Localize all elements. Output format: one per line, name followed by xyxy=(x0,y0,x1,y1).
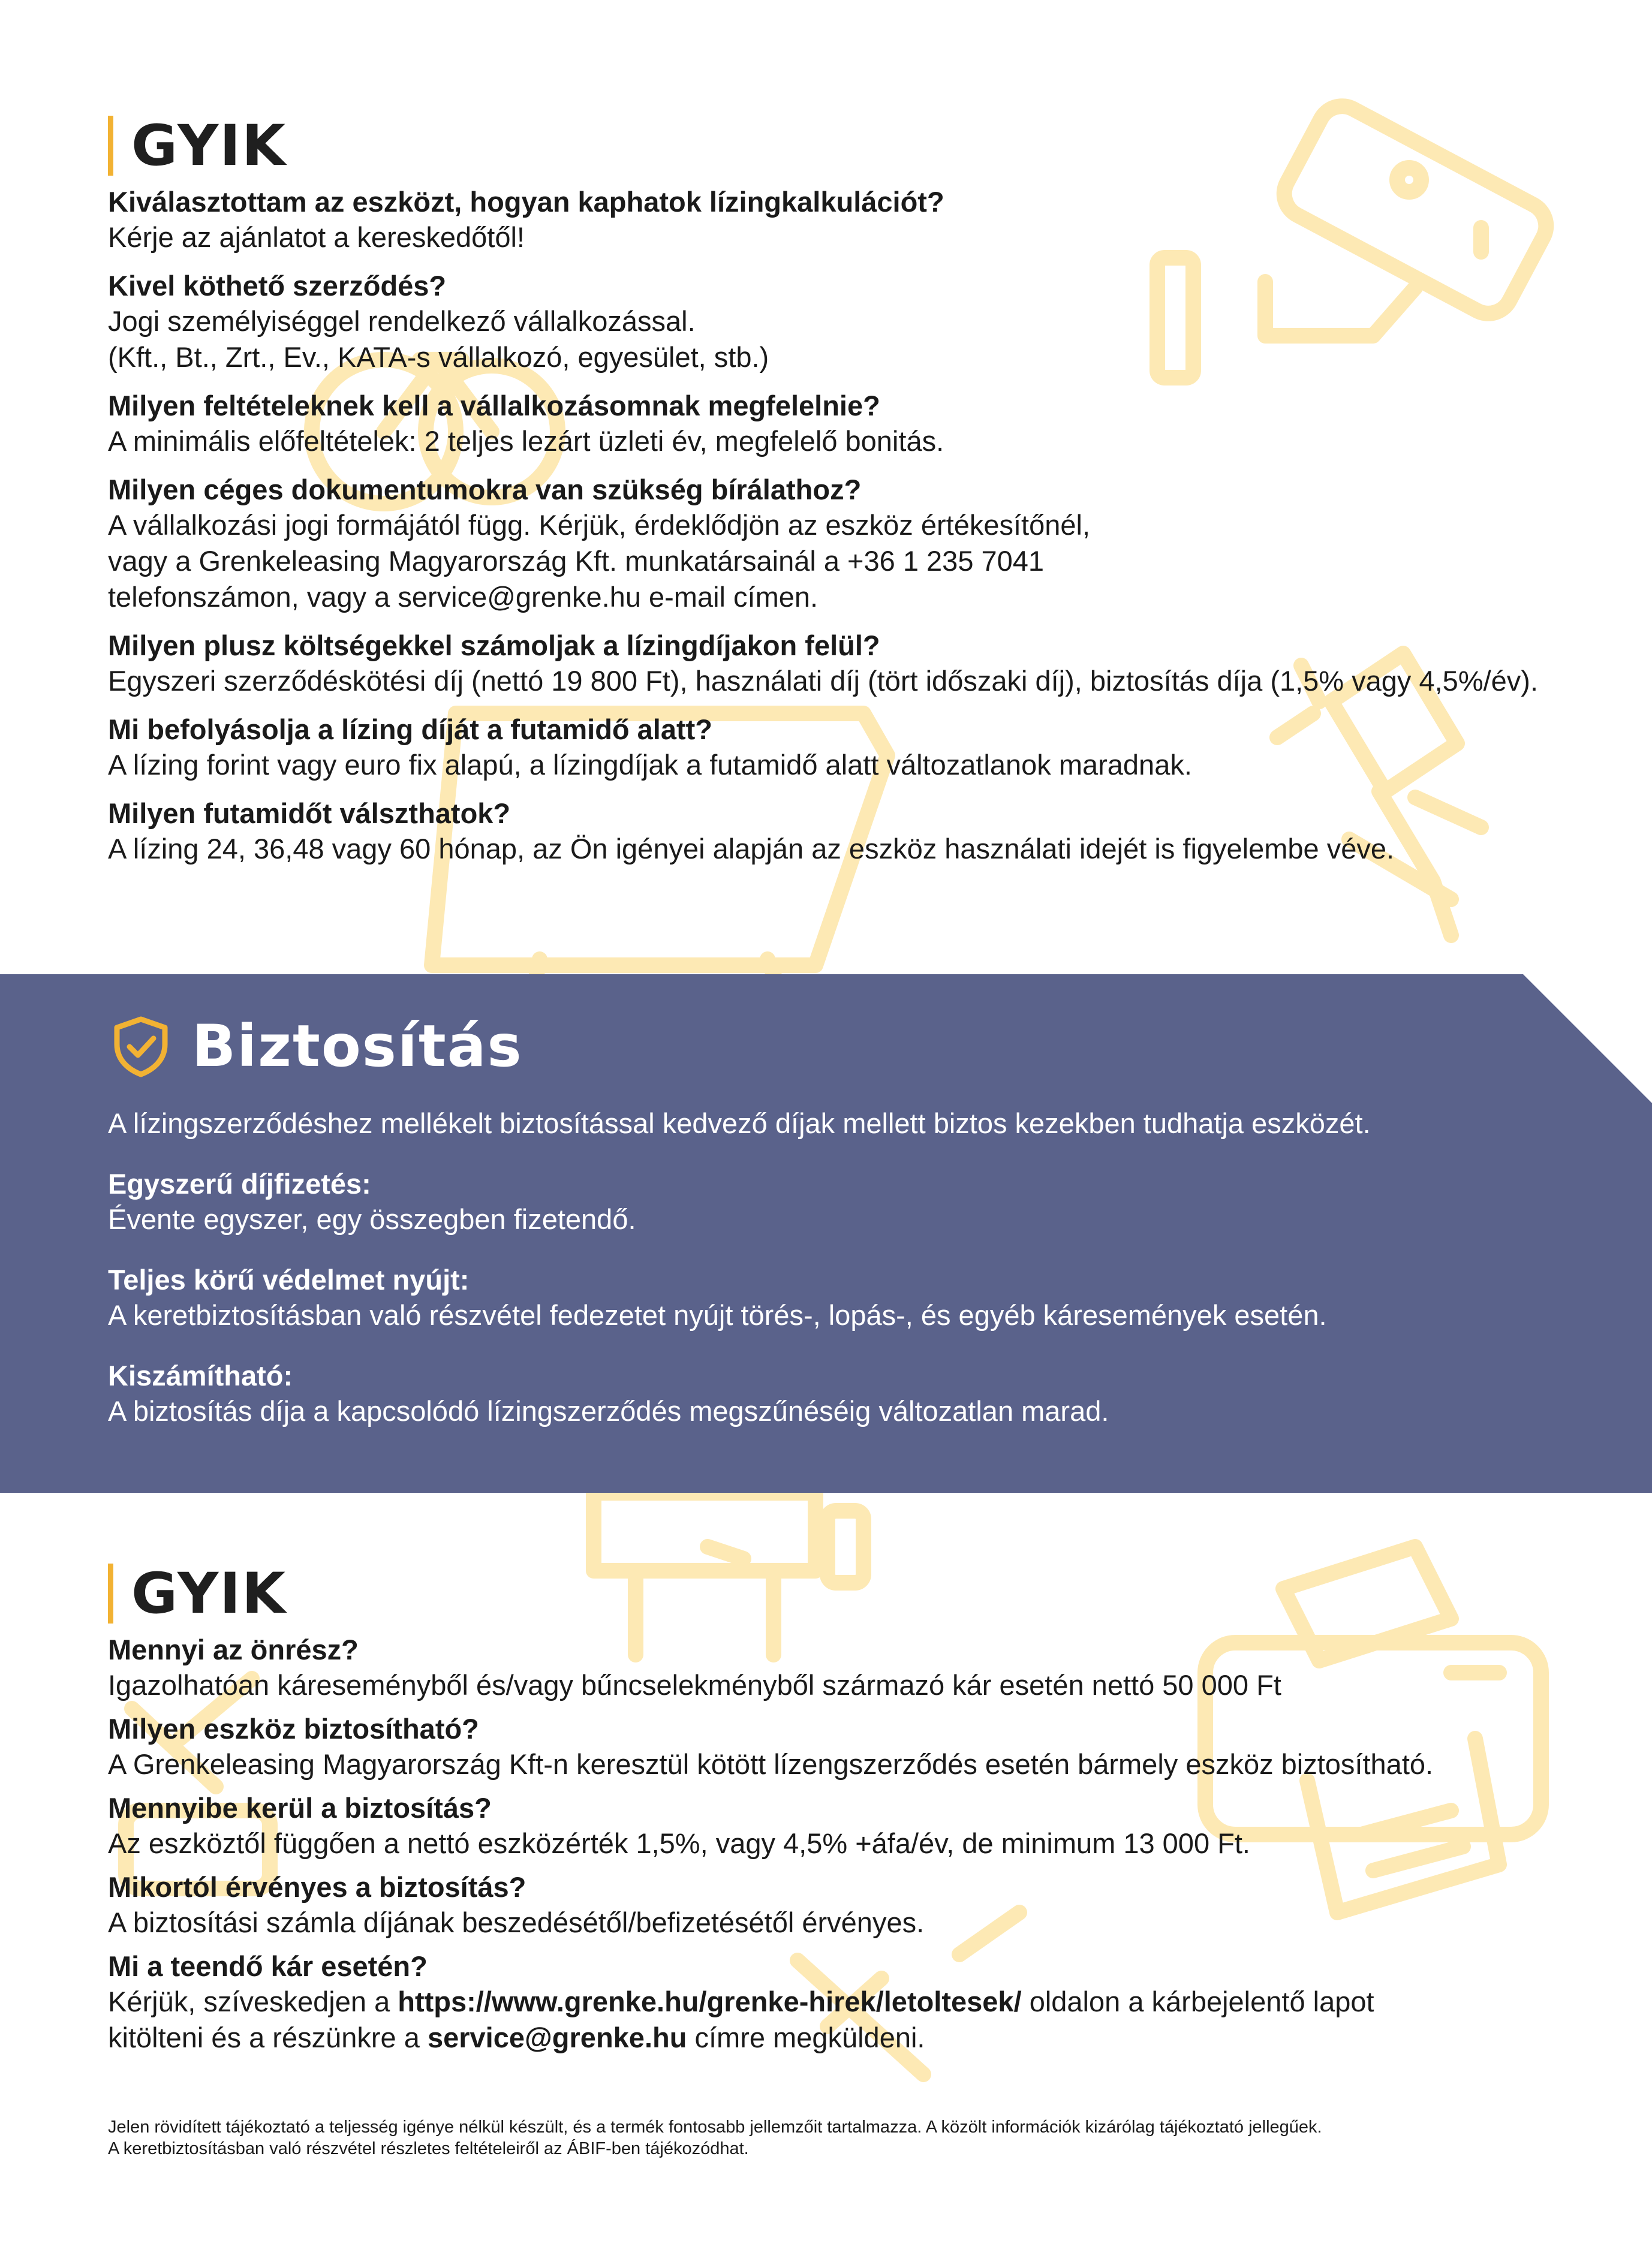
faq-answer: Jogi személyiséggel rendelkező vállalkozással. xyxy=(108,305,696,337)
benefit-item xyxy=(108,1263,1371,1333)
faq-question: Kivel köthető szerződés? xyxy=(108,270,447,302)
biztositas-section xyxy=(108,1013,1371,1429)
faq-item xyxy=(108,269,1538,375)
faq-answer xyxy=(108,1984,1433,2020)
faq-answer: telefonszámon, vagy a service@grenke.hu e-mail címen. xyxy=(108,581,819,613)
faq-answer: Az eszköztől függően a nettó eszközérték 1,5%, vagy 4,5% +áfa/év, de minimum 13 000 Ft. xyxy=(108,1827,1250,1859)
faq-question: Mennyibe kerül a biztosítás? xyxy=(108,1792,492,1824)
biztositas-heading xyxy=(108,1013,1371,1079)
faq-item xyxy=(108,628,1538,699)
faq-question: Mi a teendő kár esetén? xyxy=(108,1950,428,1982)
gyik-title-1: GYIK xyxy=(131,113,287,179)
answer-text: Kérjük, szíveskedjen a xyxy=(108,1986,398,2017)
faq-answer: A Grenkeleasing Magyarország Kft-n keresztül kötött lízengszerződés esetén bármely eszköz biztosítható. xyxy=(108,1748,1434,1780)
biztositas-title: Biztosítás xyxy=(192,1013,523,1080)
faq-answer: A lízing 24, 36,48 vagy 60 hónap, az Ön igényei alapján az eszköz használati idejét is figyelembe véve. xyxy=(108,833,1395,865)
answer-text: oldalon a kárbejelentő lapot xyxy=(1021,1986,1374,2017)
benefit-title: Kiszámítható: xyxy=(108,1360,293,1391)
benefit-title: Teljes körű védelmet nyújt: xyxy=(108,1264,470,1296)
faq-answer: vagy a Grenkeleasing Magyarország Kft. munkatársainál a +36 1 235 7041 xyxy=(108,545,1045,577)
faq-answer: A biztosítási számla díjának beszedésétől/befizetésétől érvényes. xyxy=(108,1906,925,1938)
answer-text: címre megküldeni. xyxy=(687,2022,925,2053)
biztositas-intro: A lízingszerződéshez mellékelt biztosítással kedvező díjak mellett biztos kezekben tudhatja eszközét. xyxy=(108,1107,1371,1139)
faq-answer: A minimális előfeltételek: 2 teljes lezárt üzleti év, megfelelő bonitás. xyxy=(108,425,944,457)
footer-disclaimer xyxy=(108,2116,1322,2159)
faq-answer: A vállalkozási jogi formájától függ. Kérjük, érdeklődjön az eszköz értékesítőnél, xyxy=(108,509,1091,541)
faq-question: Milyen feltételeknek kell a vállalkozásomnak megfelelnie? xyxy=(108,390,880,421)
faq-answer: A lízing forint vagy euro fix alapú, a lízingdíjak a futamidő alatt változatlanok maradnak. xyxy=(108,749,1192,781)
faq-item xyxy=(108,1949,1433,2056)
faq-item xyxy=(108,388,1538,459)
faq-item xyxy=(108,472,1538,615)
heading-accent-bar xyxy=(108,116,113,176)
faq-answer: Kérje az ajánlatot a kereskedőtől! xyxy=(108,221,525,253)
faq-question: Milyen futamidőt válszthatok? xyxy=(108,797,511,829)
faq-item xyxy=(108,1633,1433,1703)
faq-question: Mikortól érvényes a biztosítás? xyxy=(108,1871,526,1903)
gyik-heading-1 xyxy=(108,113,1538,179)
faq-question: Milyen céges dokumentumokra van szükség bírálathoz? xyxy=(108,474,862,505)
faq-answer: Igazolhatóan káreseményből és/vagy bűncselekményből származó kár esetén nettó 50 000 Ft xyxy=(108,1669,1281,1701)
faq-answer: Egyszeri szerződéskötési díj (nettó 19 800 Ft), használati díj (tört időszaki díj), biztosítás díja (1,5% vagy 4,5%/év). xyxy=(108,665,1539,697)
benefit-title: Egyszerű díjfizetés: xyxy=(108,1168,371,1200)
answer-text: kitölteni és a részünkre a xyxy=(108,2022,428,2053)
faq-item xyxy=(108,1870,1433,1941)
benefit-item xyxy=(108,1167,1371,1237)
service-email-link[interactable]: service@grenke.hu xyxy=(427,2022,687,2053)
benefit-text: A biztosítás díja a kapcsolódó lízingszerződés megszűnéséig változatlan marad. xyxy=(108,1395,1109,1427)
faq-question: Milyen eszköz biztosítható? xyxy=(108,1713,479,1745)
faq-item xyxy=(108,712,1538,783)
faq-item xyxy=(108,1712,1433,1782)
gyik-section-2 xyxy=(108,1561,1433,2056)
benefit-text: Évente egyszer, egy összegben fizetendő. xyxy=(108,1203,636,1235)
shield-check-icon xyxy=(108,1013,174,1079)
heading-accent-bar xyxy=(108,1564,113,1624)
faq-question: Kiválasztottam az eszközt, hogyan kaphatok lízingkalkulációt? xyxy=(108,186,944,218)
faq-question: Milyen plusz költségekkel számoljak a lízingdíjakon felül? xyxy=(108,630,880,661)
footer-line: Jelen rövidített tájékoztató a teljesség igénye nélkül készült, és a termék fontosabb jellemzőit tartalmazza. A közölt információk kizárólag tájékoztató jellegűek. xyxy=(108,2118,1322,2137)
gyik-heading-2 xyxy=(108,1561,1433,1627)
download-link[interactable]: https://www.grenke.hu/grenke-hirek/letoltesek/ xyxy=(398,1986,1022,2017)
benefit-item xyxy=(108,1359,1371,1429)
benefit-text: A keretbiztosításban való részvétel fedezetet nyújt törés-, lopás-, és egyéb káresemények esetén. xyxy=(108,1299,1327,1331)
faq-question: Mennyi az önrész? xyxy=(108,1634,359,1665)
faq-item xyxy=(108,185,1538,255)
footer-line: A keretbiztosításban való részvétel részletes feltételeiről az ÁBIF-ben tájékozódhat. xyxy=(108,2139,749,2158)
gyik-title-2: GYIK xyxy=(131,1561,287,1627)
faq-item xyxy=(108,1791,1433,1862)
faq-item xyxy=(108,796,1538,867)
faq-question: Mi befolyásolja a lízing díját a futamidő alatt? xyxy=(108,713,713,745)
faq-answer xyxy=(108,2020,1433,2056)
gyik-section-1 xyxy=(108,113,1538,867)
faq-answer: (Kft., Bt., Zrt., Ev., KATA-s vállalkozó, egyesület, stb.) xyxy=(108,341,769,373)
